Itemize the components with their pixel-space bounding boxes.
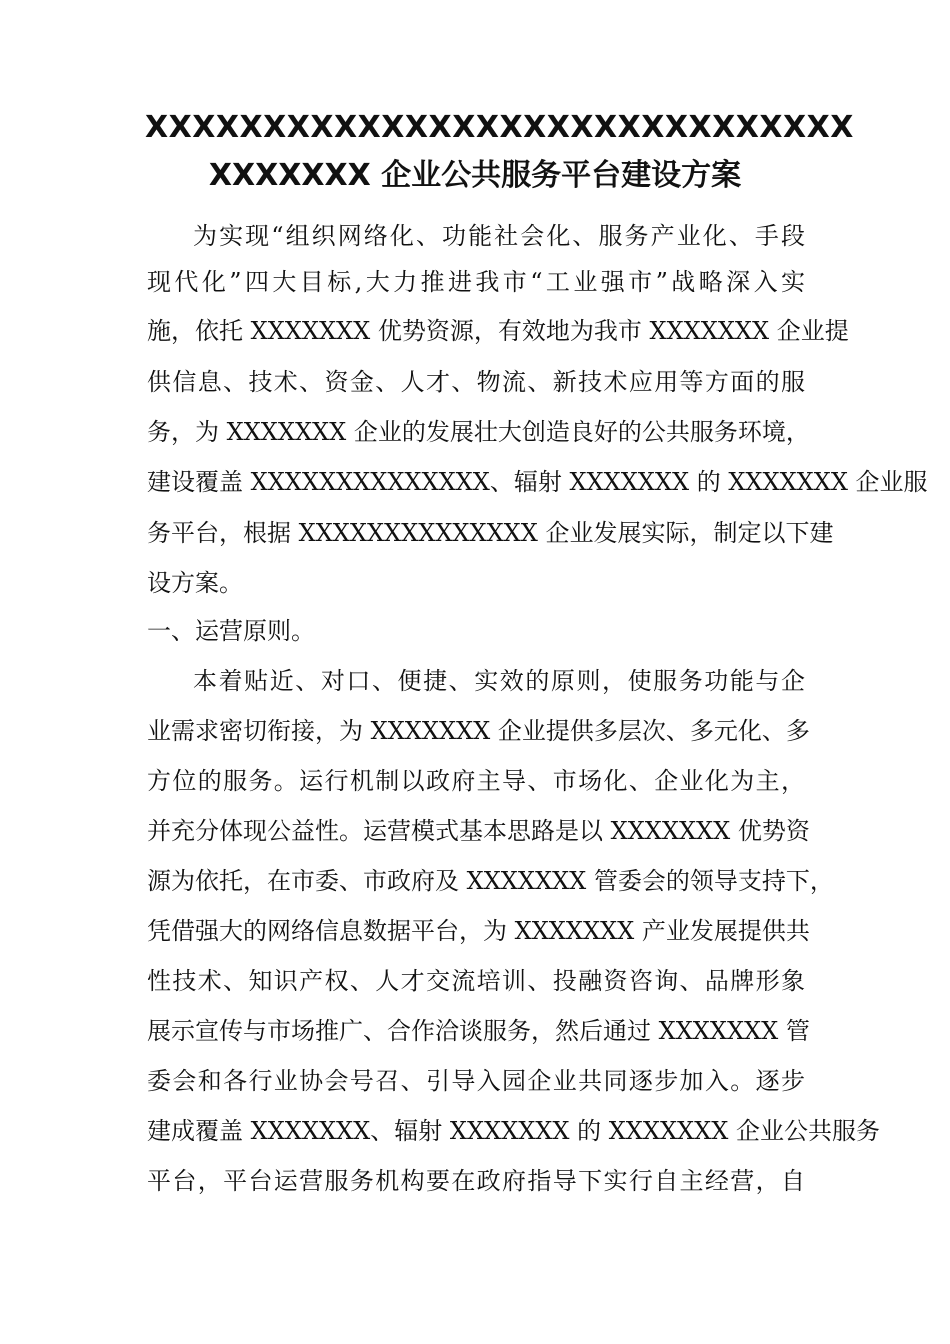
intro-paragraph-line: 施，依托 XXXXXXX 优势资源，有效地为我市 XXXXXXX 企业提 [147,317,849,345]
section-heading: 一、运营原则。 [147,617,315,645]
document-title-line-1: XXXXXXXXXXXXXXXXXXXXXXXXXXXXXX [145,110,854,145]
section-paragraph-line: 委会和各行业协会号召、引导入园企业共同逐步加入。逐步 [147,1067,805,1095]
intro-paragraph-line: 建设覆盖 XXXXXXXXXXXXXX、辐射 XXXXXXX 的 XXXXXXX 企业服 [147,468,928,496]
intro-paragraph-line: 务平台，根据 XXXXXXXXXXXXXX 企业发展实际，制定以下建 [147,519,834,547]
document-title-line-2: XXXXXXX 企业公共服务平台建设方案 [208,158,742,193]
section-paragraph-line: 业需求密切衔接，为 XXXXXXX 企业提供多层次、多元化、多 [147,717,810,745]
intro-paragraph-line: 设方案。 [147,569,243,597]
intro-paragraph-line: 务，为 XXXXXXX 企业的发展壮大创造良好的公共服务环境， [147,418,810,446]
section-paragraph-line: 方位的服务。运行机制以政府主导、市场化、企业化为主， [147,767,805,795]
intro-paragraph-line: 现代化”四大目标,大力推进我市“工业强市”战略深入实 [147,268,805,296]
section-paragraph-line: 性技术、知识产权、人才交流培训、投融资咨询、品牌形象 [147,967,805,995]
section-paragraph-line: 本着贴近、对口、便捷、实效的原则，使服务功能与企 [193,667,805,695]
intro-paragraph-line: 供信息、技术、资金、人才、物流、新技术应用等方面的服 [147,368,805,396]
section-paragraph-line: 源为依托，在市委、市政府及 XXXXXXX 管委会的领导支持下， [147,867,834,895]
section-paragraph-line: 并充分体现公益性。运营模式基本思路是以 XXXXXXX 优势资 [147,817,810,845]
intro-paragraph-line: 为实现“组织网络化、功能社会化、服务产业化、手段 [193,222,805,250]
section-paragraph-line: 平台，平台运营服务机构要在政府指导下实行自主经营，自 [147,1167,805,1195]
section-paragraph-line: 凭借强大的网络信息数据平台，为 XXXXXXX 产业发展提供共 [147,917,810,945]
section-paragraph-line: 建成覆盖 XXXXXXX、辐射 XXXXXXX 的 XXXXXXX 企业公共服务 [147,1117,880,1145]
section-paragraph-line: 展示宣传与市场推广、合作洽谈服务，然后通过 XXXXXXX 管 [147,1017,810,1045]
